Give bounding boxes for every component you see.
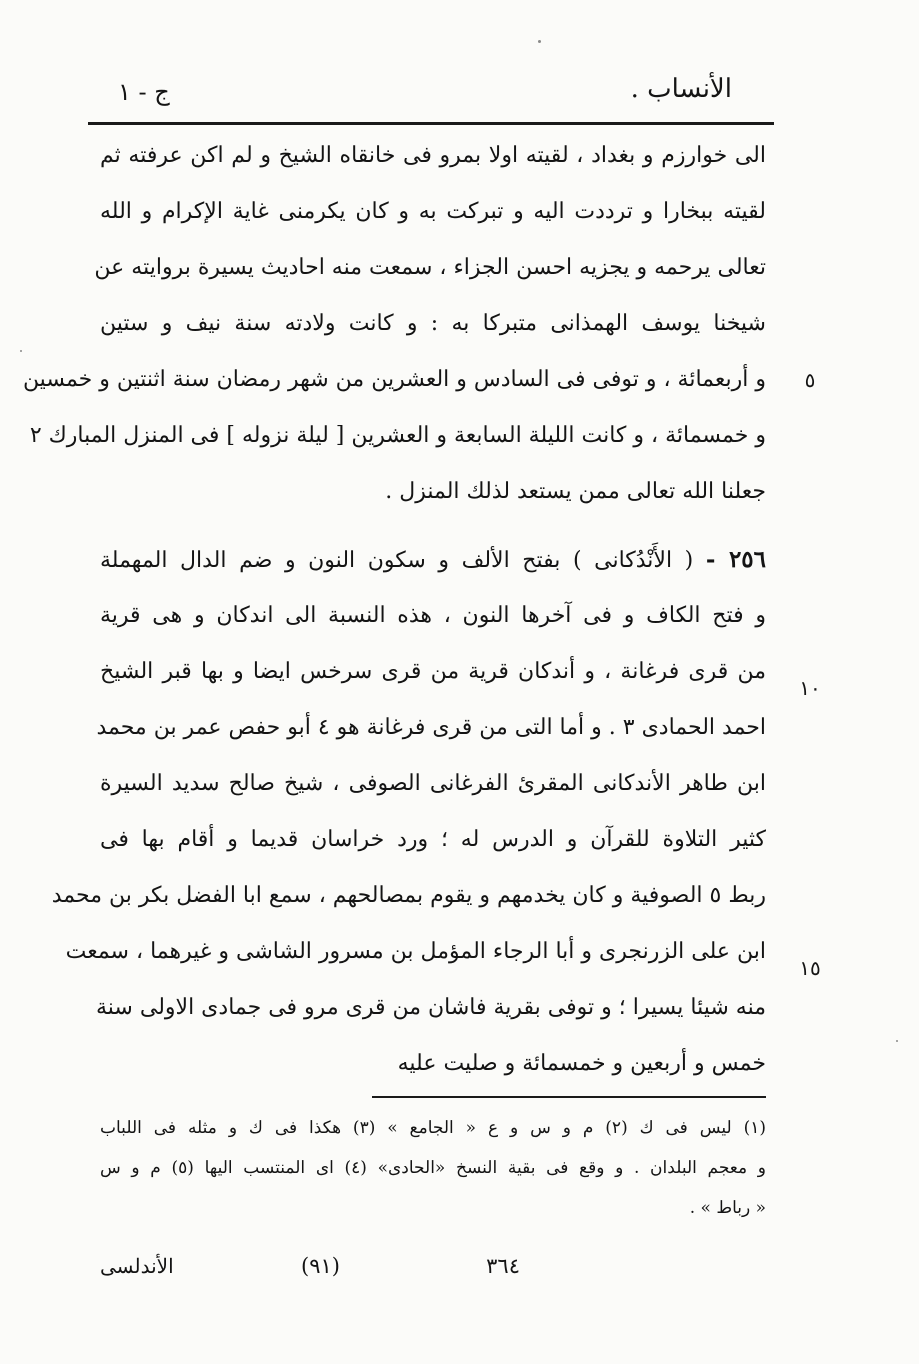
entry-number: ٢٥٦ -: [705, 546, 767, 573]
page-number: ٣٦٤: [486, 1254, 520, 1278]
text-line: لقيته ببخارا و ترددت اليه و تبركت به و كان يكرمنى غاية الإكرام و الله: [100, 199, 766, 224]
footnote-line: (١) ليس فى ك (٢) م و س و ع « الجامع » (٣) هكذا فى ك و مثله فى اللباب: [100, 1118, 766, 1138]
text-line: ابن على الزرنجرى و أبا الرجاء المؤمل بن مسرور الشاشى و غيرهما ، سمعت: [65, 939, 766, 964]
text-line: تعالى يرحمه و يجزيه احسن الجزاء ، سمعت منه احاديث يسيرة بروايته عن: [94, 255, 766, 280]
text-line: و فتح الكاف و فى آخرها النون ، هذه النسبة الى اندكان و هى قرية: [100, 603, 766, 628]
line-number-10: ١٠: [799, 676, 821, 700]
running-title: الأنساب .: [630, 74, 732, 104]
text-line: خمس و أربعين و خمسمائة و صليت عليه: [397, 1051, 766, 1076]
footnote-line: « رباط » .: [689, 1198, 766, 1218]
text-line: ربط ٥ الصوفية و كان يخدمهم و يقوم بمصالحهم ، سمع ابا الفضل بكر بن محمد: [51, 883, 766, 908]
text-line: الى خوارزم و بغداد ، لقيته اولا بمرو فى خانقاه الشيخ و لم اكن عرفته ثم: [100, 143, 766, 168]
text-line: و أربعمائة ، و توفى فى السادس و العشرين من شهر رمضان سنة اثنتين و خمسين: [22, 367, 766, 392]
running-head: [88, 70, 772, 114]
footnote-rule: [372, 1096, 766, 1098]
catchword: الأندلسى: [100, 1254, 174, 1278]
scan-speck: [896, 1040, 898, 1042]
entry-first-line: بفتح الألف و سكون النون و ضم الدال المهملة: [100, 548, 561, 573]
text-line: ابن طاهر الأندكانى المقرئ الفرغانى الصوفى ، شيخ صالح سديد السيرة: [100, 771, 766, 796]
line-number-15: ١٥: [799, 956, 821, 980]
footnote-line: و معجم البلدان . و وقع فى بقية النسخ «الحادى» (٤) اى المنتسب اليها (٥) م و س: [100, 1158, 766, 1178]
line-number-5: ٥: [804, 368, 816, 392]
entry-heading: ( الأَنْدُكانى ): [572, 548, 694, 573]
header-rule: [88, 122, 774, 125]
text-line: كثير التلاوة للقرآن و الدرس له ؛ ورد خراسان قديما و أقام بها فى: [100, 827, 766, 852]
footnotes: [100, 1108, 766, 1228]
scan-speck: [20, 350, 22, 352]
signature-mark: (٩١): [301, 1254, 340, 1278]
body-text: [22, 128, 767, 1092]
text-line: من قرى فرغانة ، و أندكان قرية من قرى سرخس ايضا و بها قبر الشيخ: [100, 659, 766, 684]
scan-speck: [538, 40, 541, 43]
volume-label: ج - ١: [118, 78, 170, 106]
text-line: شيخنا يوسف الهمذانى متبركا به : و كانت ولادته سنة نيف و ستين: [100, 311, 766, 336]
text-line: و خمسمائة ، و كانت الليلة السابعة و العشرين [ ليلة نزوله ] فى المنزل المبارك ٢: [29, 423, 766, 448]
entry-heading-line: [100, 532, 766, 588]
text-line: جعلنا الله تعالى ممن يستعد لذلك المنزل .: [385, 479, 766, 504]
page-footer: [100, 1254, 520, 1294]
text-line: منه شيئا يسيرا ؛ و توفى بقرية فاشان من قرى مرو فى جمادى الاولى سنة: [96, 995, 766, 1020]
text-line: احمد الحمادى ٣ . و أما التى من قرى فرغانة هو ٤ أبو حفص عمر بن محمد: [96, 715, 766, 740]
